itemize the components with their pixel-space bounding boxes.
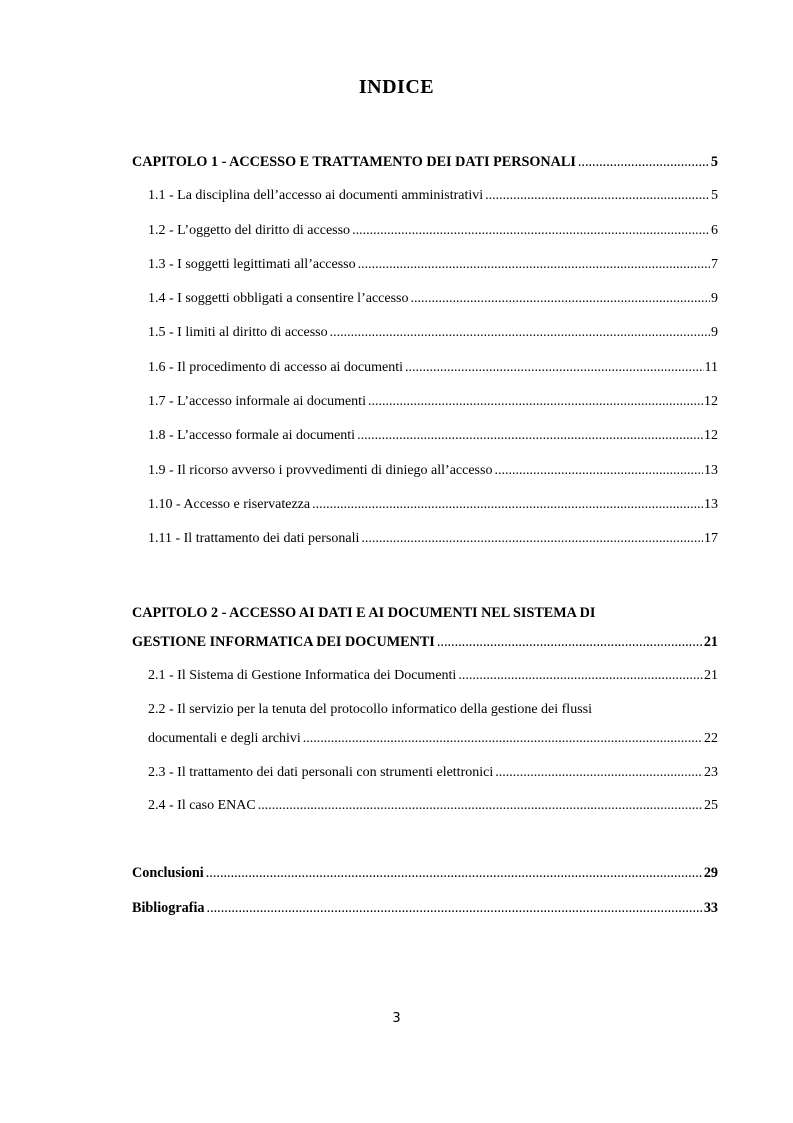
- toc-section-1-2[interactable]: [148, 222, 718, 240]
- toc-section-1-3[interactable]: [148, 256, 718, 274]
- toc-section-page: 9: [711, 325, 718, 340]
- toc-chapter-1-page: 5: [710, 154, 718, 170]
- toc-section-2-4[interactable]: [148, 797, 718, 815]
- toc-bibliografia[interactable]: [132, 899, 718, 917]
- toc-section-label: 1.7 - L’accesso informale ai documenti: [148, 394, 366, 409]
- toc-section-label: 1.3 - I soggetti legittimati all’accesso: [148, 257, 356, 272]
- page-title: INDICE: [358, 76, 435, 98]
- toc-section-label: 2.4 - Il caso ENAC: [148, 798, 256, 813]
- toc-chapter-2-label-line2: GESTIONE INFORMATICA DEI DOCUMENTI: [132, 634, 435, 650]
- toc-conclusioni-label: Conclusioni: [132, 865, 204, 881]
- toc-leader-dots: [458, 667, 703, 685]
- toc-leader-dots: [495, 764, 703, 782]
- toc-leader-dots: [368, 393, 703, 411]
- toc-section-label: 1.1 - La disciplina dell’accesso ai documenti amministrativi: [148, 188, 484, 203]
- toc-chapter-2-label-line1[interactable]: CAPITOLO 2 - ACCESSO AI DATI E AI DOCUMENTI NEL SISTEMA DI: [132, 605, 596, 621]
- toc-bibliografia-page: 33: [703, 900, 718, 916]
- toc-chapter-1[interactable]: [132, 153, 718, 171]
- toc-section-2-3[interactable]: [148, 764, 718, 782]
- toc-chapter-2-page: 21: [703, 634, 718, 650]
- toc-leader-dots: [207, 899, 703, 917]
- toc-section-label: 1.6 - Il procedimento di accesso ai documenti: [148, 360, 404, 375]
- toc-section-label: 2.3 - Il trattamento dei dati personali con strumenti elettronici: [148, 765, 494, 780]
- toc-section-1-8[interactable]: [148, 427, 718, 445]
- toc-section-1-1[interactable]: [148, 187, 718, 205]
- toc-conclusioni-page: 29: [703, 865, 718, 881]
- toc-leader-dots: [437, 633, 703, 651]
- toc-section-label: documentali e degli archivi: [148, 731, 301, 746]
- toc-section-label: 1.8 - L’accesso formale ai documenti: [148, 428, 356, 443]
- toc-chapter-2[interactable]: [132, 633, 718, 651]
- toc-section-1-4[interactable]: [148, 290, 718, 308]
- toc-section-page: 7: [711, 257, 718, 272]
- toc-section-page: 17: [704, 531, 718, 546]
- toc-section-page: 25: [704, 798, 718, 813]
- toc-section-label: 1.10 - Accesso e riservatezza: [148, 497, 311, 512]
- toc-section-2-2-label-line1[interactable]: 2.2 - Il servizio per la tenuta del protocollo informatico della gestione dei flussi: [148, 702, 592, 717]
- toc-conclusioni[interactable]: [132, 864, 718, 882]
- toc-leader-dots: [494, 462, 703, 480]
- toc-section-label: 1.11 - Il trattamento dei dati personali: [148, 531, 360, 546]
- toc-section-page: 5: [711, 188, 718, 203]
- toc-section-page: 13: [704, 463, 718, 478]
- toc-leader-dots: [352, 222, 710, 240]
- toc-leader-dots: [405, 359, 703, 377]
- toc-section-2-2[interactable]: [148, 730, 718, 748]
- toc-section-page: 6: [711, 223, 718, 238]
- toc-leader-dots: [578, 153, 710, 171]
- toc-section-1-7[interactable]: [148, 393, 718, 411]
- toc-leader-dots: [485, 187, 710, 205]
- page-number: 3: [392, 1011, 401, 1026]
- toc-section-1-10[interactable]: [148, 496, 718, 514]
- toc-leader-dots: [358, 256, 710, 274]
- toc-leader-dots: [312, 496, 703, 514]
- toc-section-page: 12: [704, 394, 718, 409]
- toc-section-label: 1.4 - I soggetti obbligati a consentire l’accesso: [148, 291, 409, 306]
- toc-section-label: 2.1 - Il Sistema di Gestione Informatica dei Documenti: [148, 668, 457, 683]
- toc-section-page: 13: [704, 497, 718, 512]
- toc-leader-dots: [410, 290, 710, 308]
- toc-section-page: 23: [704, 765, 718, 780]
- toc-section-1-5[interactable]: [148, 324, 718, 342]
- toc-leader-dots: [206, 864, 703, 882]
- toc-leader-dots: [330, 324, 710, 342]
- toc-section-page: 11: [704, 360, 718, 375]
- toc-section-1-11[interactable]: [148, 530, 718, 548]
- toc-bibliografia-label: Bibliografia: [132, 900, 205, 916]
- toc-section-label: 1.5 - I limiti al diritto di accesso: [148, 325, 328, 340]
- toc-leader-dots: [357, 427, 703, 445]
- toc-section-1-6[interactable]: [148, 359, 718, 377]
- toc-section-page: 9: [711, 291, 718, 306]
- toc-section-1-9[interactable]: [148, 462, 718, 480]
- toc-leader-dots: [361, 530, 703, 548]
- toc-section-2-1[interactable]: [148, 667, 718, 685]
- toc-section-page: 22: [704, 731, 718, 746]
- toc-section-label: 1.9 - Il ricorso avverso i provvedimenti di diniego all’accesso: [148, 463, 493, 478]
- toc-leader-dots: [258, 797, 703, 815]
- toc-section-page: 21: [704, 668, 718, 683]
- toc-section-page: 12: [704, 428, 718, 443]
- toc-chapter-1-label: CAPITOLO 1 - ACCESSO E TRATTAMENTO DEI DATI PERSONALI: [132, 154, 576, 170]
- toc-leader-dots: [303, 730, 703, 748]
- toc-section-label: 1.2 - L’oggetto del diritto di accesso: [148, 223, 351, 238]
